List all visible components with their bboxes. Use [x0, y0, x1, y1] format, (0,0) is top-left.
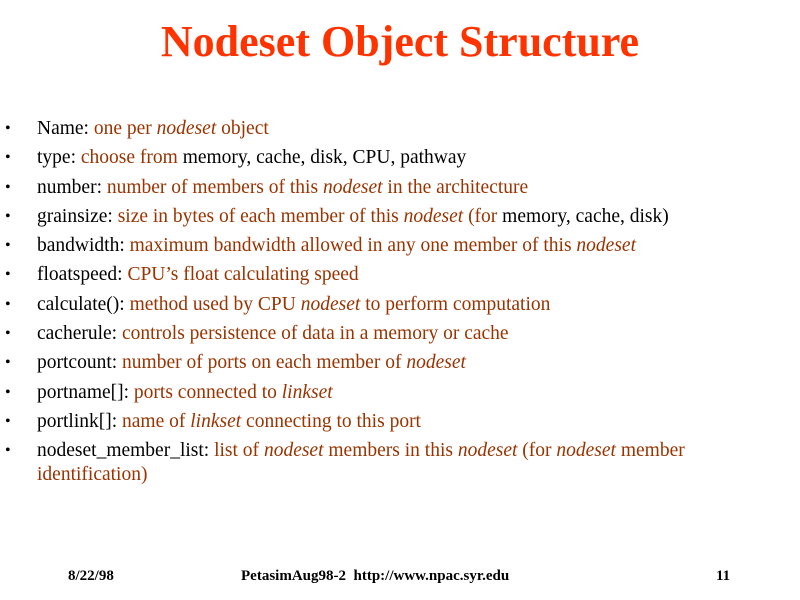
bullet-dot: •: [5, 412, 11, 430]
item-term: memory, cache, disk): [502, 205, 669, 227]
bullet-item: [0, 322, 800, 346]
item-description: nodeset: [403, 205, 464, 227]
item-description: nodeset: [300, 293, 361, 315]
item-description: choose from: [80, 147, 183, 169]
item-description: name of: [122, 410, 191, 432]
item-description: nodeset: [576, 235, 636, 257]
item-term: portlink[]:: [37, 410, 123, 432]
bullet-dot: •: [5, 237, 11, 255]
item-term: bandwidth:: [37, 235, 130, 257]
bullet-list: [0, 117, 800, 493]
item-description: maximum bandwidth allowed in any one member of this: [129, 235, 577, 257]
bullet-dot: •: [5, 354, 11, 372]
bullet-dot: •: [5, 383, 11, 401]
item-description: nodeset: [556, 440, 616, 462]
bullet-dot: •: [5, 442, 11, 460]
item-term: memory, cache, disk, CPU, pathway: [182, 147, 467, 169]
item-term: type:: [37, 147, 81, 169]
item-description: ports connected to: [133, 381, 282, 403]
slide-title: Nodeset Object Structure: [160, 17, 640, 66]
item-term: nodeset_member_list:: [37, 440, 215, 462]
item-description: (for: [517, 440, 557, 462]
bullet-dot: •: [5, 266, 11, 284]
item-description: number of members of this: [106, 176, 323, 198]
item-description: linkset: [190, 410, 242, 432]
item-description: nodeset: [263, 440, 324, 462]
footer-date: 8/22/98: [68, 568, 114, 584]
footer-page-number: 11: [716, 568, 731, 584]
bullet-item: [0, 176, 800, 200]
item-description: number of ports on each member of: [122, 352, 407, 374]
item-description: one per: [93, 118, 157, 139]
item-term: cacherule:: [37, 323, 122, 345]
item-description: size in bytes of each member of this: [117, 205, 404, 227]
item-description: method used by CPU: [129, 293, 301, 315]
bullet-item: [0, 205, 800, 229]
footer-center-text: PetasimAug98-2 http://www.npac.syr.edu: [241, 568, 510, 584]
item-description: members in this: [323, 440, 458, 462]
item-description: nodeset: [457, 440, 518, 462]
bullet-item: [0, 410, 800, 434]
item-description: in the architecture: [382, 176, 529, 198]
item-description: (for: [463, 205, 503, 227]
bullet-dot: •: [5, 295, 11, 313]
item-term: Name:: [37, 118, 94, 139]
item-description: object: [216, 118, 269, 139]
item-description: nodeset: [156, 118, 217, 139]
bullet-item: [0, 293, 800, 317]
bullet-item: [0, 381, 800, 405]
bullet-item: [0, 439, 800, 487]
item-description: nodeset: [406, 352, 466, 374]
item-description: connecting to this port: [241, 410, 421, 432]
item-term: floatspeed:: [37, 264, 128, 286]
item-description: to perform computation: [360, 293, 551, 315]
bullet-item: [0, 263, 800, 287]
bullet-dot: •: [5, 120, 11, 137]
bullet-dot: •: [5, 207, 11, 225]
bullet-dot: •: [5, 325, 11, 343]
bullet-item: [0, 234, 800, 258]
item-description: member identification): [37, 440, 685, 486]
bullet-item: [0, 146, 800, 170]
item-term: portcount:: [37, 352, 123, 374]
item-description: list of: [214, 440, 264, 462]
bullet-dot: •: [5, 149, 11, 167]
item-description: controls persistence of data in a memory or cache: [121, 323, 509, 345]
bullet-item: [0, 117, 800, 141]
item-term: calculate():: [37, 293, 130, 315]
item-description: CPU’s float calculating speed: [127, 264, 359, 286]
bullet-item: [0, 351, 800, 375]
item-term: number:: [37, 176, 107, 198]
item-description: nodeset: [322, 176, 383, 198]
item-description: linkset: [281, 381, 333, 403]
bullet-dot: •: [5, 178, 11, 196]
item-term: portname[]:: [37, 381, 134, 403]
item-term: grainsize:: [37, 205, 118, 227]
